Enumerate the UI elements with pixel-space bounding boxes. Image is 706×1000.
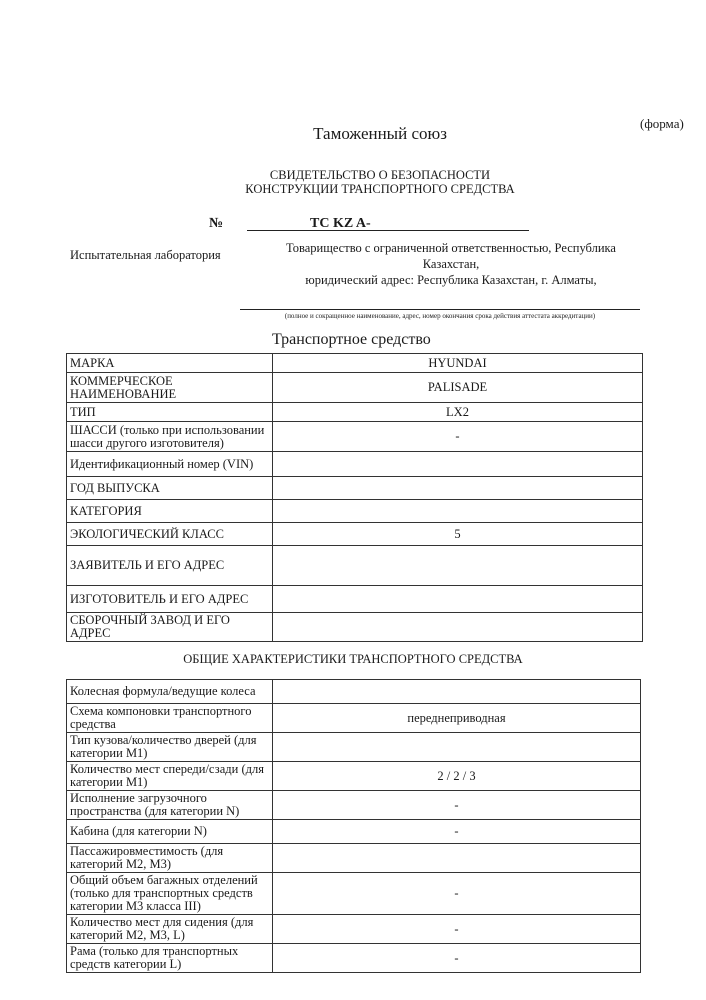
row-value [273, 586, 643, 613]
certificate-number-value: ТС KZ A- [310, 216, 371, 231]
row-value: - [273, 422, 643, 452]
table-row [67, 820, 641, 844]
row-value [273, 613, 643, 642]
vehicle-table [66, 353, 643, 642]
row-value: 5 [273, 523, 643, 546]
table-row [67, 523, 643, 546]
laboratory-organization [258, 240, 644, 288]
union-title: Таможенный союз [313, 124, 447, 143]
row-label: Схема компоновки транспортного средства [67, 704, 273, 733]
table-row [67, 844, 641, 873]
row-label: ТИП [67, 403, 273, 422]
laboratory-org-line1: Товарищество с ограниченной ответственностью, Республика Казахстан, [286, 241, 616, 271]
table-row [67, 373, 643, 403]
certificate-title [0, 168, 706, 196]
row-label: Колесная формула/ведущие колеса [67, 680, 273, 704]
form-label: (форма) [640, 116, 684, 131]
table-row [67, 422, 643, 452]
table-row [67, 477, 643, 500]
row-value: переднеприводная [273, 704, 641, 733]
vehicle-heading: Транспортное средство [272, 331, 431, 348]
row-value: LX2 [273, 403, 643, 422]
laboratory-org-line2: юридический адрес: Республика Казахстан, г. Алматы, [305, 273, 597, 287]
row-label: Рама (только для транспортных средств категории L) [67, 944, 273, 973]
row-label: Исполнение загрузочного пространства (для категории N) [67, 791, 273, 820]
row-value: HYUNDAI [273, 354, 643, 373]
laboratory-underline [240, 309, 640, 310]
table-row [67, 546, 643, 586]
table-row [67, 733, 641, 762]
table-row [67, 354, 643, 373]
certificate-title-line2: КОНСТРУКЦИИ ТРАНСПОРТНОГО СРЕДСТВА [245, 182, 515, 196]
row-value: - [273, 944, 641, 973]
table-row [67, 680, 641, 704]
row-label: СБОРОЧНЫЙ ЗАВОД И ЕГО АДРЕС [67, 613, 273, 642]
table-row [67, 704, 641, 733]
row-value [273, 733, 641, 762]
laboratory-label: Испытательная лаборатория [70, 248, 221, 262]
row-label: ГОД ВЫПУСКА [67, 477, 273, 500]
row-value: PALISADE [273, 373, 643, 403]
row-label: КАТЕГОРИЯ [67, 500, 273, 523]
table-row [67, 762, 641, 791]
row-value [273, 680, 641, 704]
table-row [67, 403, 643, 422]
row-label: КОММЕРЧЕСКОЕ НАИМЕНОВАНИЕ [67, 373, 273, 403]
row-value: 2 / 2 / 3 [273, 762, 641, 791]
general-characteristics-heading: ОБЩИЕ ХАРАКТЕРИСТИКИ ТРАНСПОРТНОГО СРЕДСТВА [183, 652, 523, 666]
row-label: Общий объем багажных отделений (только для транспортных средств категории М3 класса III) [67, 873, 273, 915]
row-label: ИЗГОТОВИТЕЛЬ И ЕГО АДРЕС [67, 586, 273, 613]
table-row [67, 791, 641, 820]
row-value [273, 844, 641, 873]
table-row [67, 915, 641, 944]
row-label: Количество мест спереди/сзади (для категории М1) [67, 762, 273, 791]
table-row [67, 586, 643, 613]
certificate-number-label: № [209, 216, 224, 231]
certificate-title-line1: СВИДЕТЕЛЬСТВО О БЕЗОПАСНОСТИ [269, 168, 491, 182]
row-label: Пассажировместимость (для категорий М2, М3) [67, 844, 273, 873]
table-row [67, 613, 643, 642]
row-label: ЭКОЛОГИЧЕСКИЙ КЛАСС [67, 523, 273, 546]
row-value [273, 477, 643, 500]
table-row [67, 500, 643, 523]
row-value [273, 500, 643, 523]
row-label: Количество мест для сидения (для категорий М2, М3, L) [67, 915, 273, 944]
row-label: ЗАЯВИТЕЛЬ И ЕГО АДРЕС [67, 546, 273, 586]
table-row [67, 452, 643, 477]
row-label: Тип кузова/количество дверей (для категории М1) [67, 733, 273, 762]
general-characteristics-table [66, 679, 641, 973]
row-value: - [273, 873, 641, 915]
row-label: МАРКА [67, 354, 273, 373]
laboratory-note: (полное и сокращенное наименование, адрес, номер окончания срока действия аттестата аккредитации) [284, 312, 596, 320]
row-label: ШАССИ (только при использовании шасси другого изготовителя) [67, 422, 273, 452]
row-value [273, 546, 643, 586]
row-value: - [273, 820, 641, 844]
table-row [67, 944, 641, 973]
certificate-number-underline [247, 230, 529, 231]
table-row [67, 873, 641, 915]
row-value: - [273, 791, 641, 820]
row-label: Идентификационный номер (VIN) [67, 452, 273, 477]
row-value: - [273, 915, 641, 944]
row-label: Кабина (для категории N) [67, 820, 273, 844]
row-value [273, 452, 643, 477]
